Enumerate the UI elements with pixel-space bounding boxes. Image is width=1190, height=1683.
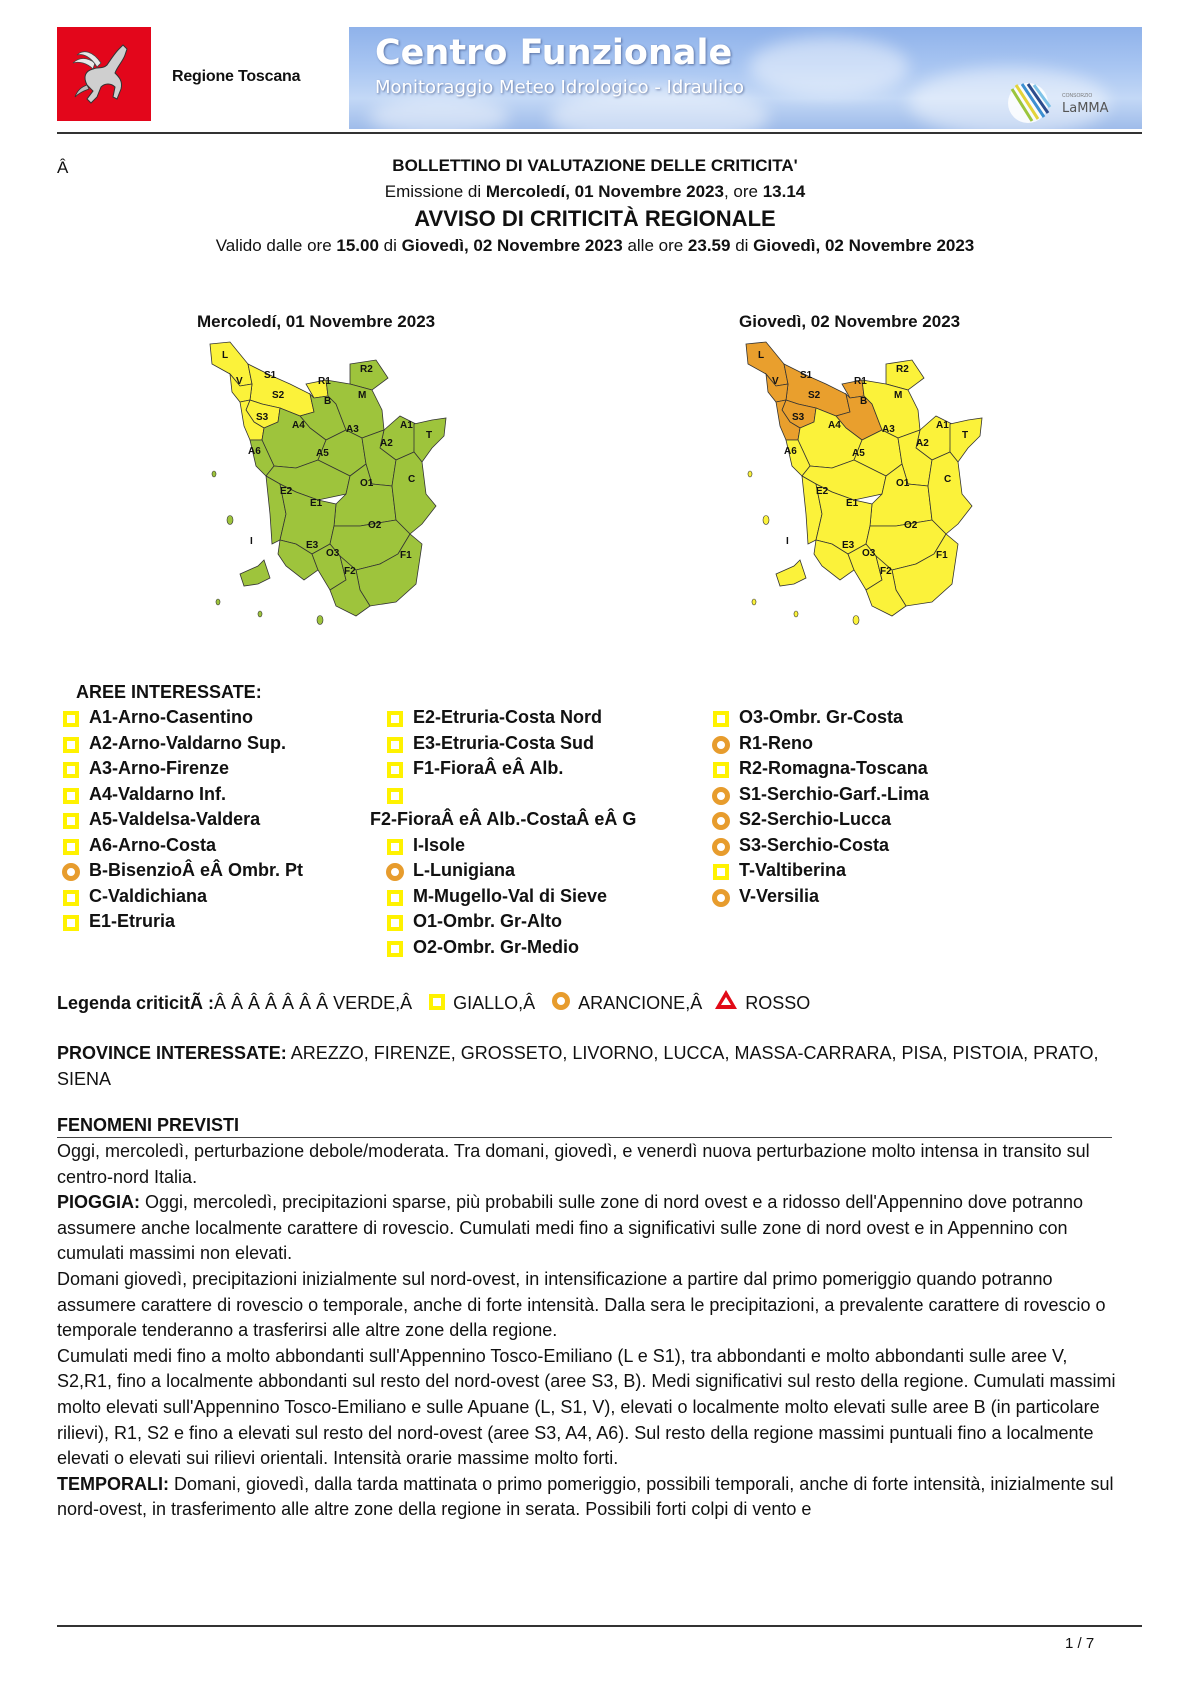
zone-label: A4 — [292, 420, 305, 431]
zone-label: L — [758, 350, 765, 361]
area-item — [710, 756, 1010, 782]
area-item — [384, 909, 704, 935]
valid-to-time: 23.59 — [687, 236, 731, 255]
area-item — [384, 833, 704, 859]
area-label: E3-Etruria-Costa Sud — [413, 732, 595, 753]
phenomena-divider — [57, 1137, 1112, 1138]
zone-label: A2 — [380, 438, 393, 449]
area-item — [60, 884, 360, 910]
storm-label: TEMPORALI: — [57, 1473, 169, 1494]
zone-label: A5 — [316, 448, 329, 459]
area-item — [60, 705, 360, 731]
zone-label: F1 — [936, 550, 948, 561]
area-label: L-Lunigiana — [413, 860, 515, 880]
provinces-list: AREZZO, FIRENZE, GROSSETO, LIVORNO, LUCCA, MASSA-CARRARA, PISA, PISTOIA, PRATO, SIENA — [57, 1043, 1099, 1089]
valid-alle: alle ore — [622, 236, 688, 255]
zone-label: M — [894, 390, 903, 401]
yellow-square-icon — [63, 839, 79, 855]
yellow-square-icon — [387, 711, 403, 727]
island-shape — [752, 599, 756, 605]
zone-label: R1 — [318, 376, 331, 387]
areas-column-1 — [60, 705, 360, 935]
yellow-square-icon — [387, 839, 403, 855]
zone-label: A4 — [828, 420, 841, 431]
area-label: E1-Etruria — [89, 911, 176, 931]
zone-label: A3 — [346, 424, 359, 435]
valid-to-date: Giovedì, 02 Novembre 2023 — [753, 236, 975, 255]
yellow-square-icon — [387, 762, 403, 778]
valid-di-2: di — [730, 236, 754, 255]
area-label: E2-Etruria-Costa Nord — [413, 707, 603, 727]
area-label: R1-Reno — [739, 732, 814, 753]
yellow-square-icon — [63, 890, 79, 906]
yellow-square-icon — [387, 890, 403, 906]
yellow-square-icon — [387, 915, 403, 931]
area-item — [384, 782, 704, 808]
orange-circle-icon — [386, 863, 404, 881]
yellow-square-icon — [387, 737, 403, 753]
lamma-stripes-icon — [1002, 79, 1058, 124]
zone-label: O2 — [904, 520, 918, 531]
zone-C — [392, 452, 436, 534]
emission-line — [0, 182, 1190, 202]
zone-label: S1 — [264, 370, 277, 381]
zone-label: V — [236, 376, 243, 387]
valid-from-time: 15.00 — [336, 236, 379, 255]
area-item — [384, 884, 704, 910]
area-item — [384, 858, 704, 884]
areas-title: AREE INTERESSATE: — [76, 682, 262, 702]
zone-label: F2 — [880, 566, 892, 577]
area-label: F2-FioraÂ eÂ Alb.-CostaÂ eÂ G — [370, 809, 637, 829]
pegasus-icon — [57, 27, 151, 121]
storm-paragraph — [57, 1472, 1117, 1523]
rain-paragraph-3: Cumulati medi fino a molto abbondanti sull'Appennino Tosco-Emiliano (L e S1), tra abbondanti e molto abbondanti sulle aree V, S2,R1, fino a localmente abbondanti sul resto del nord-ovest (aree S3, B). Medi significativi sul resto della regione. Cumulati massimi molto elevati sull'Appennino Tosco-Emiliano e sulle Apuane (L, S1, V), elevati o localmente molto elevati sulle aree B (in particolare rilievi), R1, S2 e fino a elevati sul resto del nord-ovest (aree S3, A4, A6). Sul resto della regione massimi puntuali fino a localmente elevati o elevati sui rilievi orientali. Intensità orarie massime molto forti. — [57, 1345, 1116, 1469]
island-shape — [853, 616, 859, 625]
area-label: M-Mugello-Val di Sieve — [413, 885, 608, 906]
orange-circle-icon — [712, 889, 730, 907]
area-item — [384, 731, 704, 757]
provinces-section — [57, 1040, 1117, 1092]
area-item — [60, 756, 360, 782]
zone-label: I — [250, 536, 253, 547]
orange-circle-icon — [712, 787, 730, 805]
bulletin-title: BOLLETTINO DI VALUTAZIONE DELLE CRITICITA' — [392, 156, 798, 175]
area-item — [710, 858, 1010, 884]
area-label: A3-Arno-Firenze — [89, 758, 230, 778]
island-shape — [748, 471, 752, 477]
area-item — [710, 884, 1010, 910]
zone-label: O3 — [326, 548, 340, 559]
island-shape — [227, 516, 233, 525]
area-label: S1-Serchio-Garf.-Lima — [739, 783, 930, 804]
zone-label: O1 — [896, 478, 910, 489]
criticality-legend — [57, 990, 810, 1014]
area-item — [384, 935, 704, 961]
area-label: O2-Ombr. Gr-Medio — [413, 936, 580, 957]
validity-line — [0, 236, 1190, 256]
island-shape — [794, 611, 798, 617]
zone-label: E2 — [816, 486, 829, 497]
zone-label: A5 — [852, 448, 865, 459]
yellow-square-icon — [63, 711, 79, 727]
zone-label: A1 — [936, 420, 949, 431]
zone-label: S2 — [272, 390, 285, 401]
area-label: R2-Romagna-Toscana — [739, 758, 928, 778]
banner-subtitle: Monitoraggio Meteo Idrologico - Idraulico — [375, 77, 745, 98]
zone-label: L — [222, 350, 229, 361]
area-item — [60, 909, 360, 935]
zone-label: A1 — [400, 420, 413, 431]
zone-label: E1 — [310, 498, 323, 509]
yellow-square-icon — [63, 813, 79, 829]
zone-label: F2 — [344, 566, 356, 577]
red-triangle-icon — [715, 990, 737, 1009]
area-label: A6-Arno-Costa — [89, 834, 217, 855]
yellow-square-icon — [387, 788, 403, 804]
area-label: S3-Serchio-Costa — [739, 834, 890, 855]
zone-label: C — [944, 474, 952, 485]
orange-circle-icon — [712, 838, 730, 856]
area-item — [710, 833, 1010, 859]
area-label: I-Isole — [413, 834, 466, 855]
zone-label: S1 — [800, 370, 813, 381]
zone-label: A6 — [248, 446, 261, 457]
area-label: A2-Arno-Valdarno Sup. — [89, 732, 287, 753]
rain-text: Oggi, mercoledì, precipitazioni sparse, più probabili sulle zone di nord ovest e a ridosso dell'Appennino dove potranno assumere anche localmente carattere di rovescio. Cumulati medi fino a significativi sulle zone di nord ovest e in Appennino con cumulati massimi non elevati. — [57, 1192, 1084, 1264]
area-item — [60, 858, 360, 884]
zone-label: B — [324, 396, 332, 407]
area-label: C-Valdichiana — [89, 885, 208, 906]
zone-label: O1 — [360, 478, 374, 489]
regione-toscana-logo — [57, 27, 151, 121]
area-item — [370, 807, 704, 833]
area-label: V-Versilia — [739, 885, 820, 906]
yellow-square-icon — [63, 788, 79, 804]
map-1-date: Mercoledí, 01 Novembre 2023 — [197, 312, 436, 331]
zone-label: A2 — [916, 438, 929, 449]
provinces-label: PROVINCE INTERESSATE: — [57, 1043, 287, 1063]
legend-rosso: ROSSO — [745, 993, 811, 1013]
areas-column-2 — [370, 705, 704, 960]
area-item — [710, 731, 1010, 757]
centro-funzionale-banner — [349, 27, 1142, 129]
area-label: A5-Valdelsa-Valdera — [89, 809, 261, 829]
zone-label: V — [772, 376, 779, 387]
zone-label: M — [358, 390, 367, 401]
area-item — [710, 705, 1010, 731]
zone-label: O2 — [368, 520, 382, 531]
island-shape — [212, 471, 216, 477]
zone-label: E3 — [306, 540, 319, 551]
orange-circle-icon — [62, 863, 80, 881]
yellow-square-icon — [63, 737, 79, 753]
legend-title: Legenda criticitÃ : — [57, 993, 215, 1013]
island-shape — [317, 616, 323, 625]
area-label: B-BisenzioÂ eÂ Ombr. Pt — [89, 860, 304, 880]
header-divider — [57, 132, 1142, 134]
area-label: S2-Serchio-Lucca — [739, 809, 892, 829]
storm-text: Domani, giovedì, dalla tarda mattinata o primo pomeriggio, possibili temporali, anche di forte intensità, inizialmente sul nord-ovest, in trasferimento alle altre zone della regione in serata. Possibili forti colpi di vento e — [57, 1473, 1114, 1520]
area-label: T-Valtiberina — [739, 860, 847, 880]
region-name: Regione Toscana — [172, 68, 301, 85]
zone-label: F1 — [400, 550, 412, 561]
yellow-square-icon — [63, 762, 79, 778]
orange-circle-icon — [552, 992, 570, 1010]
phenomena-intro: Oggi, mercoledì, perturbazione debole/moderata. Tra domani, giovedì, e venerdì nuova perturbazione molto intensa in transito sul centro-nord Italia. — [57, 1141, 1090, 1187]
rain-paragraph — [57, 1190, 1117, 1267]
zone-label: E1 — [846, 498, 859, 509]
zone-label: E3 — [842, 540, 855, 551]
yellow-square-icon — [713, 711, 729, 727]
notice-title: AVVISO DI CRITICITÀ REGIONALE — [414, 206, 776, 231]
area-label: O1-Ombr. Gr-Alto — [413, 911, 563, 931]
tuscany-map-day-2 — [736, 330, 1036, 650]
area-label: F1-FioraÂ eÂ Alb. — [413, 758, 564, 778]
island-shape — [216, 599, 220, 605]
yellow-square-icon — [713, 762, 729, 778]
zone-label: A6 — [784, 446, 797, 457]
zone-label: T — [426, 430, 433, 441]
area-label: O3-Ombr. Gr-Costa — [739, 707, 904, 727]
area-item — [60, 833, 360, 859]
area-label: A1-Arno-Casentino — [89, 707, 254, 727]
valid-prefix: Valido dalle ore — [215, 236, 337, 255]
area-label: A4-Valdarno Inf. — [89, 783, 227, 804]
zone-label: S2 — [808, 390, 821, 401]
legend-verde: VERDE,Â — [333, 993, 418, 1013]
zone-label: E2 — [280, 486, 293, 497]
phenomena-title: FENOMENI PREVISTI — [57, 1115, 240, 1135]
island-shape — [763, 516, 769, 525]
zone-I — [240, 560, 270, 586]
rain-paragraph-2: Domani giovedì, precipitazioni inizialmente sul nord-ovest, in intensificazione a partire dal primo pomeriggio quando potranno assumere carattere di rovescio o temporale, anche di forte intensità. Dalla sera le precipitazioni, a prevalente carattere di rovescio o temporale tenderanno a trasferirsi alle altre zone della regione. — [57, 1268, 1106, 1341]
area-item — [60, 807, 360, 833]
phenomena-body — [57, 1139, 1117, 1523]
zone-label: A3 — [882, 424, 895, 435]
area-item — [384, 705, 704, 731]
zone-label: O3 — [862, 548, 876, 559]
area-item — [384, 756, 704, 782]
island-shape — [258, 611, 262, 617]
areas-column-3 — [710, 705, 1010, 909]
emission-prefix: Emissione di — [384, 182, 486, 201]
zone-label: I — [786, 536, 789, 547]
lamma-logo — [1002, 79, 1107, 124]
zone-label: B — [860, 396, 868, 407]
yellow-square-icon — [387, 941, 403, 957]
zone-label: R1 — [854, 376, 867, 387]
yellow-square-icon — [713, 864, 729, 880]
emission-time: 13.14 — [762, 182, 806, 201]
orange-circle-icon — [712, 736, 730, 754]
valid-from-date: Giovedì, 02 Novembre 2023 — [401, 236, 623, 255]
area-item — [710, 782, 1010, 808]
zone-label: R2 — [360, 364, 373, 375]
area-item — [60, 731, 360, 757]
yellow-square-icon — [63, 915, 79, 931]
rain-label: PIOGGIA: — [57, 1192, 141, 1213]
banner-title: Centro Funzionale — [375, 33, 733, 73]
area-item — [710, 807, 1010, 833]
yellow-square-icon — [429, 994, 445, 1010]
stray-character: Â — [57, 158, 69, 177]
zone-C — [928, 452, 972, 534]
zone-label: S3 — [792, 412, 805, 423]
legend-arancione: ARANCIONE,Â — [578, 993, 708, 1013]
legend-giallo: GIALLO,Â — [453, 993, 541, 1013]
legend-filler: Â Â Â Â Â Â Â — [214, 993, 334, 1013]
zone-label: S3 — [256, 412, 269, 423]
map-2-date: Giovedì, 02 Novembre 2023 — [739, 312, 961, 331]
orange-circle-icon — [712, 812, 730, 830]
zone-label: R2 — [896, 364, 909, 375]
lamma-consorzio-text: CONSORZIO — [1062, 93, 1093, 99]
lamma-text: LaMMA — [1062, 101, 1109, 116]
area-item — [60, 782, 360, 808]
page-number: 1 / 7 — [1065, 1635, 1095, 1652]
zone-label: T — [962, 430, 969, 441]
tuscany-map-day-1 — [200, 330, 500, 650]
valid-di-1: di — [378, 236, 402, 255]
zone-I — [776, 560, 806, 586]
emission-date: Mercoledí, 01 Novembre 2023 — [485, 182, 724, 201]
zone-label: C — [408, 474, 416, 485]
footer-divider — [57, 1625, 1142, 1627]
emission-mid: , ore — [723, 182, 763, 201]
